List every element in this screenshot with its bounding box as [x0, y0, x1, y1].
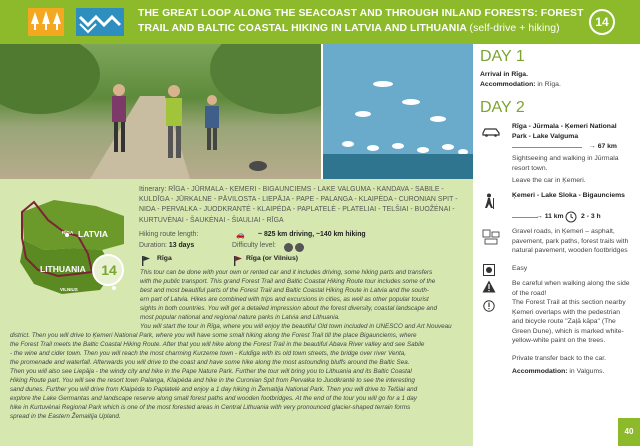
warning-icon	[482, 280, 496, 298]
leg2-title	[512, 191, 630, 201]
leg1-text2: Leave the car in Ķemeri.	[512, 177, 586, 184]
page-title	[138, 6, 588, 36]
map-latvia-label: LATVIA	[78, 229, 109, 239]
info-icon	[483, 299, 495, 317]
story-line: This tour can be done with your own or rented car and it includes driving, some hiking parts and transfers	[140, 269, 433, 276]
coastal-hiking-logo	[76, 8, 124, 36]
day2-heading: DAY 2	[480, 99, 525, 116]
day2-accom-value: in Valgums.	[569, 368, 605, 375]
duration	[139, 242, 194, 249]
day1-arrival-text: Arrival in Rīga.	[480, 71, 528, 78]
leg1-title	[512, 122, 630, 141]
leg1-text1: Sightseeing and walking in Jūrmala resort town.	[512, 155, 619, 172]
difficulty-label: Difficulty level:	[232, 242, 276, 249]
clock-icon	[565, 210, 577, 228]
route-map	[4, 190, 132, 298]
forest-trail-logo	[28, 8, 64, 36]
story-line: explore the Lake Germantas and landscape reserve along small forest paths and wooden footbridges. At the end of the tour you will go for a 1 day	[10, 395, 417, 402]
surface-text: Gravel roads, in Ķemeri – asphalt, pavement, park paths, forest trails with natural pavement, wooden footbridges	[512, 228, 629, 254]
difficulty	[232, 242, 276, 249]
map-riga-label: RĪGA	[62, 230, 74, 235]
map-vilnius-label: VILNIUS	[60, 287, 78, 292]
story-line: You will start the tour in Rīga, where you will enjoy the beautiful Old town included in UNESCO and Art Nouveau	[140, 323, 452, 330]
story-line: sights in both countries. You will get a detailed impression about the forest diversity, coastal landscape and	[140, 305, 437, 312]
story-line: hike in Kurtuvėnai Regional Park which is one of the most forested areas in Central Lithuania with very pronounced glacier-shaped terrain forms	[10, 404, 411, 411]
leg2-time: 2 - 3 h	[581, 213, 601, 220]
difficulty-easy-icon	[483, 263, 495, 281]
map-route-badge: 14	[101, 262, 117, 278]
duration-label: Duration:	[139, 242, 167, 249]
car-icon	[481, 124, 501, 142]
leg1-distance: → 67 km	[589, 143, 617, 150]
day1-accom-label: Accommodation:	[480, 81, 536, 88]
road-surface-icon	[482, 229, 500, 250]
story-line: - the wine and cider town. Then you will reach the most charming Kurzeme town - Kuldīga with its old town streets, the bridge over river Venta,	[10, 350, 406, 357]
leg1-title-text: Rīga - Jūrmala - Ķemeri National Park - Lake Valguma	[512, 123, 617, 140]
story-line: the Forest Trail meets the Baltic Coastal Hiking Route. After that you will hike along the Forest Trail in the beautiful Abava River valley and see Sabile	[10, 341, 425, 348]
hiker-3	[205, 95, 219, 150]
route-length-value-box	[258, 231, 366, 238]
story-line: sand dunes. Further you will drive from Klaipėda to Paplatelė and enjoy a 1 day hiking in Žemaitija National Park. Then you will drive to Telšiai and	[10, 386, 418, 393]
route-number-badge: 14	[589, 9, 615, 35]
story-line: Hiking Route part. You will see the resort town Palanga, Klaipėda and hike in the Curonian Spit from Pervalka to Juodkrantė to see the interesting	[10, 377, 415, 384]
map-lithuania-label: LITHUANIA	[40, 264, 86, 274]
leg1-distance-value: 67 km	[597, 143, 617, 150]
day1-accom-value: in Rīga.	[537, 81, 561, 88]
leg2-distance: → 11 km	[536, 213, 564, 220]
story-line: ern part of Latvia. Hikes are combined with trips and excursions in cities, as well as other popular tourist	[140, 296, 429, 303]
story-line: spread in the Eastern Žemaitija Upland.	[10, 413, 121, 420]
leg1-distance-rule	[512, 147, 582, 148]
itinerary-text: Itinerary: RĪGA - JŪRMALA - ĶEMERI - BIGAUNCIEMS - LAKE VALGUMA - KANDAVA - SABILE - KULDĪGA - JŪRKALNE - PĀVILOSTA - LIEPĀJA - PAPE - PALANGA - KLAIPĖDA - CURONIAN SPIT - NIDA - PERVALKA - JUODKRANTĖ - KLAIPĖDA - PAPLATELĖ - PLATELIAI - TELŠIAI - BUOŽĖNAI - KURTUVĖNAI - ŠAUKĖNAI - ŠIAULIAI - RĪGA	[139, 186, 458, 224]
warning-text: Be careful when walking along the side of the road!	[512, 280, 630, 297]
hiker-icon	[482, 193, 496, 214]
leg2-distance-value: 11 km	[544, 213, 564, 220]
day2-accommodation	[512, 367, 630, 377]
leg2-title-text: Ķemeri - Lake Sloka - Bigaunciems	[512, 192, 625, 199]
note-text: The Forest Trail at this section nearby Ķemeri overlaps with the pedestrian and bicycle route "Zaļā kāpa" (The Green Dune), which is marked white-yellow-white paint on the trees.	[512, 299, 626, 344]
day1-heading: DAY 1	[480, 48, 525, 65]
story-line: the promenade and waterfall. Afterwards you will drive to the coast and have some hike along the most astounding bluffs around the Baltic Sea.	[10, 359, 410, 366]
story-line: district. Then you will drive to Ķemeri National Park, where you will have some small hiking along the Forest Trail till the place Bigaunciems, where	[10, 332, 417, 339]
story-line: most popular national and regional nature parks in Latvia and Lithuania.	[140, 314, 340, 321]
route-length	[139, 231, 198, 238]
day1-accommodation	[480, 80, 630, 90]
story-line: best and most beautiful parts of the Forest Trail and Baltic Coastal Hiking Route in Latvia and the south-	[140, 287, 429, 294]
duration-value: 13 days	[168, 242, 195, 249]
route-length-label: Hiking route length:	[139, 231, 199, 238]
title-sub: (self-drive + hiking)	[469, 23, 560, 34]
start-location: Rīga	[157, 255, 172, 262]
story-line: Then you will also see Liepāja - the windy city and hike in the Pape Nature Park. Further the tour will bring you to Lithuania and its Baltic Coastal	[10, 368, 412, 375]
car-icon-small: 🚗	[236, 232, 245, 239]
hikers-photo	[0, 44, 321, 179]
day1-arrival	[480, 70, 630, 80]
seagulls-photo	[323, 44, 473, 179]
difficulty-text: Easy	[512, 265, 528, 272]
end-location: Rīga (or Vilnius)	[246, 255, 298, 262]
page-number: 40	[618, 418, 640, 446]
dog	[249, 161, 267, 171]
route-length-value: ~ 825 km driving, ~140 km hiking	[258, 231, 366, 238]
title-main: THE GREAT LOOP ALONG THE SEACOAST AND THROUGH INLAND FORESTS: FOREST TRAIL AND BALTIC COASTAL HIKING IN LATVIA AND LITHUANIA	[138, 8, 584, 34]
transfer-text: Private transfer back to the car.	[512, 355, 607, 362]
story-line: with the public transport. This grand Forest Trail and Baltic Coastal Hiking Route tour includes some of the	[140, 278, 436, 285]
leg2-distance-rule	[512, 217, 538, 218]
day2-accom-label: Accommodation:	[512, 368, 568, 375]
